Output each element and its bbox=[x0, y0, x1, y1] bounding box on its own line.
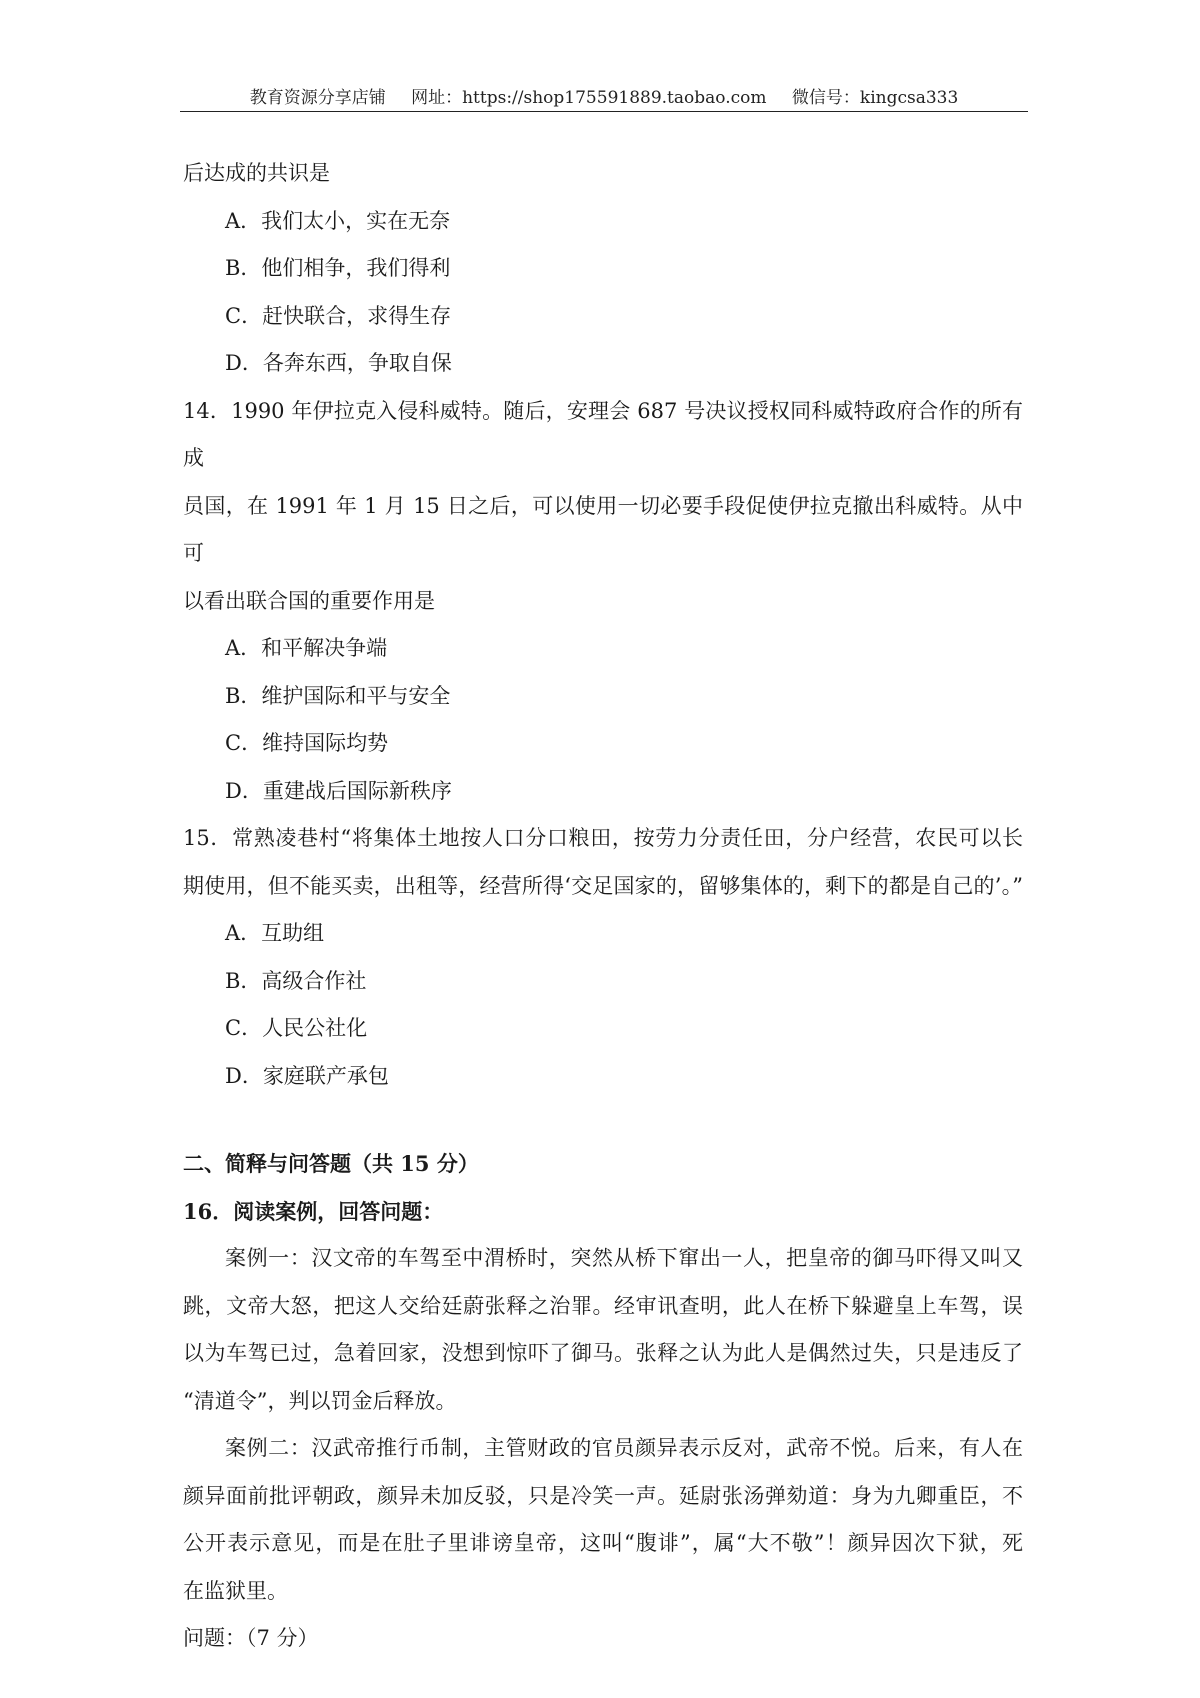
header-shop-name: 教育资源分享店铺 bbox=[249, 88, 386, 108]
q14-line-2: 员国，在 1991 年 1 月 15 日之后，可以使用一切必要手段促使伊拉克撤出科威特。从中可 bbox=[183, 493, 1023, 565]
document-body bbox=[183, 150, 1023, 1663]
q13-option-c: C．赶快联合，求得生存 bbox=[225, 303, 452, 328]
q15-option-d: D．家庭联产承包 bbox=[225, 1063, 389, 1088]
case2-line-1: 案例二：汉武帝推行币制，主管财政的官员颜异表示反对，武帝不悦。后来，有人在 bbox=[225, 1436, 1023, 1460]
case2-line-2: 颜异面前批评朝政，颜异未加反驳，只是冷笑一声。延尉张汤弹劾道：身为九卿重臣，不 bbox=[183, 1483, 1023, 1508]
q13-option-d: D．各奔东西，争取自保 bbox=[225, 351, 452, 375]
section-2-title: 二、简释与问答题（共 15 分） bbox=[183, 1151, 479, 1176]
q15-option-b: B．高级合作社 bbox=[225, 968, 367, 993]
section-gap bbox=[183, 1100, 1023, 1140]
q13-tail: 后达成的共识是 bbox=[183, 161, 330, 185]
q15-line-1: 15．常熟凌巷村“将集体土地按人口分口粮田，按劳力分责任田，分户经营，农民可以长 bbox=[183, 826, 1023, 850]
q14-option-b: B．维护国际和平与安全 bbox=[225, 683, 451, 708]
case2-line-3: 公开表示意见，而是在肚子里诽谤皇帝，这叫“腹诽”，属“大不敬”！颜异因次下狱，死 bbox=[183, 1531, 1023, 1555]
q14-option-c: C．维持国际均势 bbox=[225, 731, 389, 755]
case1-line-3: 以为车驾已过，急着回家，没想到惊吓了御马。张释之认为此人是偶然过失，只是违反了 bbox=[183, 1341, 1023, 1365]
case1-line-4: “清道令”，判以罚金后释放。 bbox=[183, 1388, 457, 1413]
q13-option-b: B．他们相争，我们得利 bbox=[225, 256, 451, 280]
question-prompt: 问题：（7 分） bbox=[183, 1626, 319, 1650]
q14-option-a: A．和平解决争端 bbox=[225, 636, 388, 660]
q14-line-3: 以看出联合国的重要作用是 bbox=[183, 588, 435, 613]
q15-option-c: C．人民公社化 bbox=[225, 1016, 368, 1040]
header-wechat: 微信号：kingcsa333 bbox=[791, 88, 959, 108]
q15-option-a: A．互助组 bbox=[225, 921, 325, 945]
q15-line-2: 期使用，但不能买卖，出租等，经营所得‘交足国家的，留够集体的，剩下的都是自己的’。” bbox=[183, 873, 1023, 898]
case1-line-1: 案例一：汉文帝的车驾至中渭桥时，突然从桥下窜出一人，把皇帝的御马吓得又叫又 bbox=[225, 1246, 1023, 1270]
q13-option-a: A．我们太小，实在无奈 bbox=[225, 208, 451, 233]
case1-line-2: 跳，文帝大怒，把这人交给廷蔚张释之治罪。经审讯查明，此人在桥下躲避皇上车驾，误 bbox=[183, 1293, 1023, 1318]
page-header bbox=[180, 86, 1028, 110]
q14-line-1: 14．1990 年伊拉克入侵科威特。随后，安理会 687 号决议授权同科威特政府合作的所有成 bbox=[183, 398, 1023, 470]
q16-title: 16．阅读案例，回答问题： bbox=[183, 1198, 444, 1224]
q14-option-d: D．重建战后国际新秩序 bbox=[225, 778, 452, 803]
header-rule bbox=[180, 111, 1028, 112]
case2-line-4: 在监狱里。 bbox=[183, 1578, 288, 1603]
header-url[interactable]: 网址：https://shop175591889.taobao.com bbox=[411, 88, 767, 108]
